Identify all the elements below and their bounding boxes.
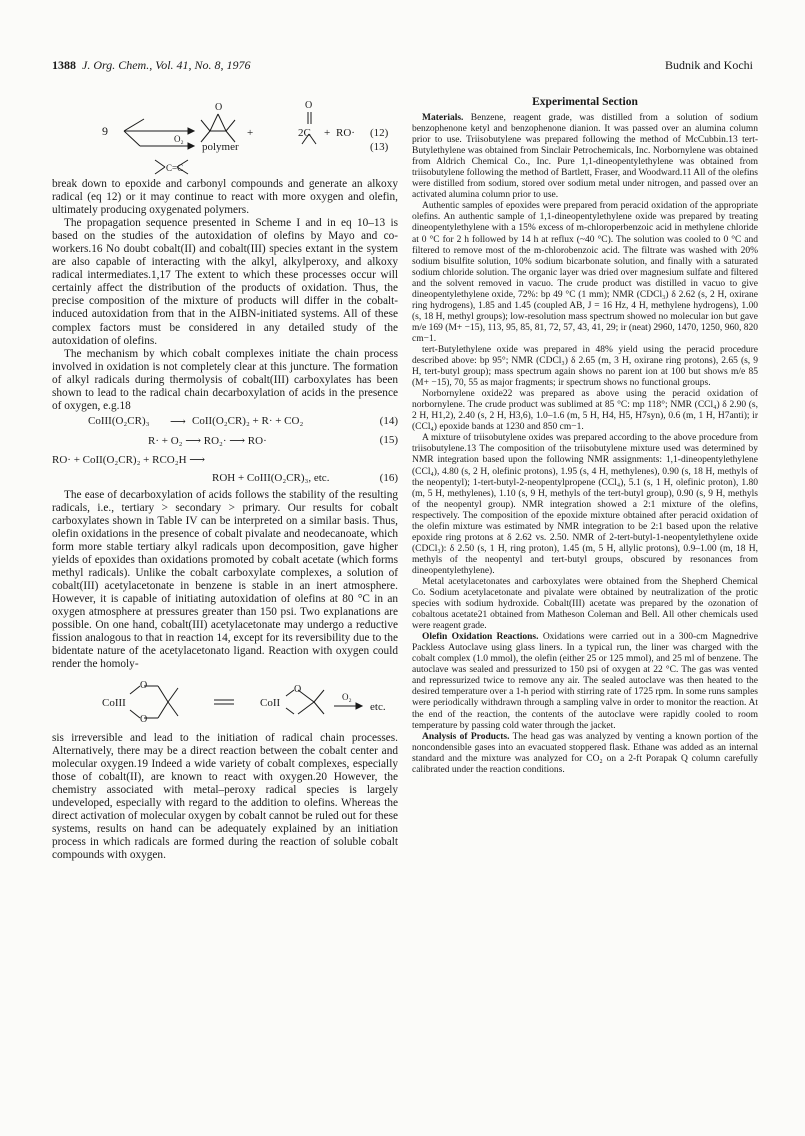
cobalt-ii-label: CoII [260,696,281,709]
acac-oxygen-top: O [140,679,148,691]
equation-number-13: (13) [370,141,389,153]
paragraph-tert-butylethylene-oxide: tert-Butylethylene oxide was prepared in 48% yield using the peracid procedure described above: bp 95°; NMR (CDCl₃) δ 2.65 (m, 3 H, oxirane ring protons), 2.65 (s, 9 H, tert-butyl group); mass spectrum again shows no parent ion at 100 but shows m/e 85 (M+ −15), 70, 55 as major fragments; ir spectrum shows no functional groups. [412,344,758,389]
paragraph-decarboxylation: The ease of decarboxylation of acids follows the stability of the resulting radicals, i.e., tertiary > secondary > primary. Our results for cobalt carboxylates shown in Table IV can be interpreted on a similar basis. Thus, olefin oxidations in the presence of cobalt pivalate and neodecanoate, which form more stable tertiary alkyl radicals upon decomposition, gave higher yields of epoxides than oxidations promoted by cobalt acetate (which forms methyl radicals). Unlike the cobalt carboxylate complexes, a solution of cobalt(III) acetylacetonate in benzene is stable in an inert atmosphere. However, it is capable of initiating autoxidation of olefins at 80 °C in an oxygen atmosphere at pressures greater than 150 psi. Two explanations are possible. On one hand, cobalt(III) acetylacetonate may undergo a reductive fission analogous to that in reaction 14, except for its reversibility due to the bidentate nature of the acetylacetonato ligand. Reaction with oxygen could render the homoly- [52,488,398,671]
paragraph-epoxide-breakdown: break down to epoxide and carbonyl compounds and generate an alkoxy radical (eq 12) or it may continue to react with more oxygen and olefin, ultimately producing oxygenated polymers. [52,178,398,217]
scheme-structures [52,96,398,178]
paragraph-homolysis: sis irreversible and lead to the initiation of radical chain processes. Alternatively, there may be a direct reaction between the cobalt center and molecular oxygen.19 Indeed a wide variety of cobalt complexes, especially those of cobalt(II), are known to react with oxygen.20 However, the chemistry associated with metal–peroxy radical species is largely undeveloped, especially with regard to the addition to olefins. Whereas the direct activation of molecular oxygen by cobalt cannot be ruled out for these systems, results on hand can be adequately explained by an initiation process in which radicals are formed during the reaction of soluble cobalt compounds with oxygen. [52,731,398,861]
olefin-oxidation-text: Oxidations were carried out in a 300-cm Magnedrive Packless Autoclave using glass liners. In a typical run, the liner was charged with the cobalt complex (1.0 mmol), the olefin (either 25 or 125 mmol), and 25 ml of benzene. The autoclave was sealed and pressurized to 150 psi of oxygen at 22 °C. The gas was vented and repressurized twice to remove any air. The sealed autoclave was then heated to the desired temperature over a 1-h period with stirring rate of 1725 rpm. In some runs samples were periodically withdrawn through a sampling valve in order to monitor the reaction. At the end of the reaction, the contents of the autoclave were rapidly cooled to room temperature by passing cold water through the jacket. [412,632,759,731]
eq15-number: (15) [379,433,398,446]
analysis-text: The head gas was analyzed by venting a known portion of the noncondensible gases into an evacuated stoppered flask. Ethane was added as an internal standard and the mixture was analyzed for CO₂ on a 2-ft Porapak Q column carefully calibrated under the reaction conditions. [412,731,758,775]
eq16-number: (16) [379,471,398,484]
eq14-arrow: ⟶ [170,415,186,428]
scheme-plus-1: + [247,127,254,139]
materials-heading: Materials. [422,113,464,123]
acac-oxygen-bottom: O [140,713,148,725]
alkoxy-radical: RO· [336,127,355,139]
acac-oxygen-right: O [294,683,302,695]
paragraph-metal-complexes: Metal acetylacetonates and carboxylates were obtained from the Shepherd Chemical Co. Sodium acetylacetonate and pivalate were obtained by neutralization of the protic species with sodium hydroxide. Cobalt(III) acetate was prepared by the ozonation of cobaltous acetate21 obtained from Matheson Coleman and Bell. All other chemicals used were reagent grade. [412,576,758,632]
equation-16-line1 [52,451,398,470]
polymer-label: polymer [202,141,239,153]
scheme-plus-2: + [324,127,331,139]
acac-equilibrium [52,672,398,732]
page-number: 1388 [52,58,76,72]
analysis-heading: Analysis of Products. [422,731,510,742]
eq14-number: (14) [379,414,398,427]
journal-citation: J. Org. Chem., Vol. 41, No. 8, 1976 [82,58,251,72]
header-authors: Budnik and Kochi [665,58,753,72]
paragraph-authentic-epoxides: Authentic samples of epoxides were prepared from peracid oxidation of the appropriate olefins. An authentic sample of 1,1-dineopentylethylene oxide was prepared by treating dineopentylethylene with a 15% excess of m-chloroperbenzoic acid in methylene chloride at 0 °C for 2 h followed by 14 h at reflux (~40 °C). The solution was cooled to 0 °C and filtered to remove most of the m-chlorobenzoic acid. The filtrate was washed with 20% sodium bisulfite solution, 10% sodium bicarbonate solution, and finally with a saturated sodium chloride solution. The organic layer was dried over magnesium sulfate and filtered and the solvent removed in vacuo. The crude product was distilled in vacuo to give dineopentylethylene oxide, 72%: bp 49 °C (1 mm); NMR (CDCl₃) δ 2.62 (s, 2 H, oxirane ring hydrogens), 1.85 and 1.45 (coupled AB, J = 16 Hz, 4 H, methylene hydrogens), 1.00 (s, 18 H, methyl groups); low-resolution mass spectrum showed no molecular ion but gave m/e 169 (M+ −15), 113, 95, 85, 81, 72, 57, 43, 41, 29; ir (neat) 2960, 1470, 1250, 960, 820 cm−1. [412,201,758,344]
equation-16-line2 [52,470,398,489]
eq16-line1: RO· + CoII(O₂CR)₂ + RCO₂H ⟶ [52,453,206,466]
acac-etc: etc. [370,700,386,713]
eq14-products: CoII(O₂CR)₂ + R· + CO₂ [192,414,304,427]
paragraph-analysis [412,732,758,776]
paragraph-norbornylene-oxide: Norbornylene oxide22 was prepared as above using the peracid oxidation of norbornylene. The crude product was sublimed at 85 °C: mp 118°; NMR (CCl₄) δ 2.90 (s, 2 H, H1,2), 2.40 (s, 2 H, H3,6), 1.0–1.6 (m, 5 H, H4, H5, H7syn), 0.6 (m, 1 H, H7anti); ir (CCl₄) epoxide bands at 1230 and 850 cm−1. [412,389,758,433]
svg-text:C=C: C=C [166,163,184,173]
carbonyl-oxygen: O [305,100,313,111]
acac-arrow-label: O₂ [342,691,352,702]
equation-15 [52,432,398,451]
reaction-scheme [52,96,398,178]
paragraph-olefin-oxidation [412,632,758,731]
epoxide-oxygen: O [215,102,223,113]
materials-text: Benzene, reagent grade, was distilled from a solution of sodium benzophenone ketyl and benzophenone dianion. It was passed over an alumina column prior to use. Triisobutylene was prepared following the method of McCubbin.13 tert-Butylethylene was obtained from Sinclair Petrochemicals, Inc. Norbornylene was obtained from Aldrich Chemical Co., Inc. Pure 1,1-dineopentylethylene was obtained from triisobutylene following the method of Bartlett, Fraser, and Woodward.11 All of the olefins were distilled from sodium, stored over sodium metal under nitrogen, and passed over an activated alumina column prior to use. [412,113,759,201]
equation-number-12: (12) [370,127,389,139]
cobalt-iii-label: CoIII [102,696,126,709]
paragraph-mechanism: The mechanism by which cobalt complexes initiate the chain process involved in oxidation is not completely clear at this juncture. The formation of alkyl radicals during thermolysis of cobalt(III) carboxylates has been shown to lead to the radical chain decarboxylation of acids in the presence of oxygen, e.g.18 [52,347,398,412]
eq15-text: R· + O₂ ⟶ RO₂· ⟶ RO· [148,434,267,447]
oxygen-label: O₂ [174,134,184,144]
left-column [52,96,398,862]
eq16-line2: ROH + CoIII(O₂CR)₃, etc. [212,471,330,484]
equation-14 [52,413,398,432]
paragraph-propagation: The propagation sequence presented in Scheme I and in eq 10–13 is based on the studies of the autoxidation of olefins by Mayo and co-workers.16 No doubt cobalt(II) and cobalt(III) species extant in the system are also capable of interacting with the alkyl, alkylperoxy, and alkoxy radical intermediates.1,17 The extent to which these processes occur will certainly affect the distribution of the products of oxidation. Thus, the precise composition of the mixture of products will differ in the cobalt-induced autoxidation from that in the AIBN-initiated systems. All of these complex factors must be considered in any detailed study of the autoxidation of olefins. [52,217,398,347]
acac-structures [52,672,398,732]
eq14-reactant: CoIII(O₂CR)₃ [88,414,150,427]
section-title: Experimental Section [532,96,638,108]
reactant-coefficient: 9 [102,124,108,138]
ketone-carbon: 2C [298,127,311,139]
paragraph-materials [412,113,758,201]
header-left [52,58,251,73]
right-column [412,96,758,776]
olefin-oxidation-heading: Olefin Oxidation Reactions. [422,632,539,643]
paragraph-triisobutylene-oxides: A mixture of triisobutylene oxides was prepared according to the above procedure from triisobutylene.13 The composition of the triisobutylene mixture used was determined by NMR integration based upon the following NMR assignments: 1,1-dineopentylethylene (CCl₄), 4.80 (s, 2 H, olefinic protons), 1.95 (s, 4 H, methylenes), 0.90 (s, 18 H, methyls of the neopentyl); 1-tert-butyl-2-neopentylpropene (CCl₄), 5.1 (s, 1 H, olefinic proton), 1.80 (m, 5 H, methylenes), 1.10 (s, 9 H, methyls of the tert-butyl group), 0.90 (s, 9 H, methyls of the neopentyl group). NMR integration showed a 2:1 mixture of the olefins, respectively. The composition of the epoxide mixture obtained after peracid oxidation of the olefin mixture was estimated by NMR integration to be 2:1 based upon the relative epoxide ring protons at δ 2.62 vs. 2.50. NMR of 2-tert-butyl-1-neopentylethylene oxide (CDCl₃): δ 2.50 (s, 1 H, ring proton), 1.45 (m, 5 H, allylic protons), 0.9–1.00 (m, 18 H, methyls of the neopentyl and tert-butyl groups, obscured by resonances from dineopentylethylene). [412,433,758,576]
running-header [52,58,753,74]
